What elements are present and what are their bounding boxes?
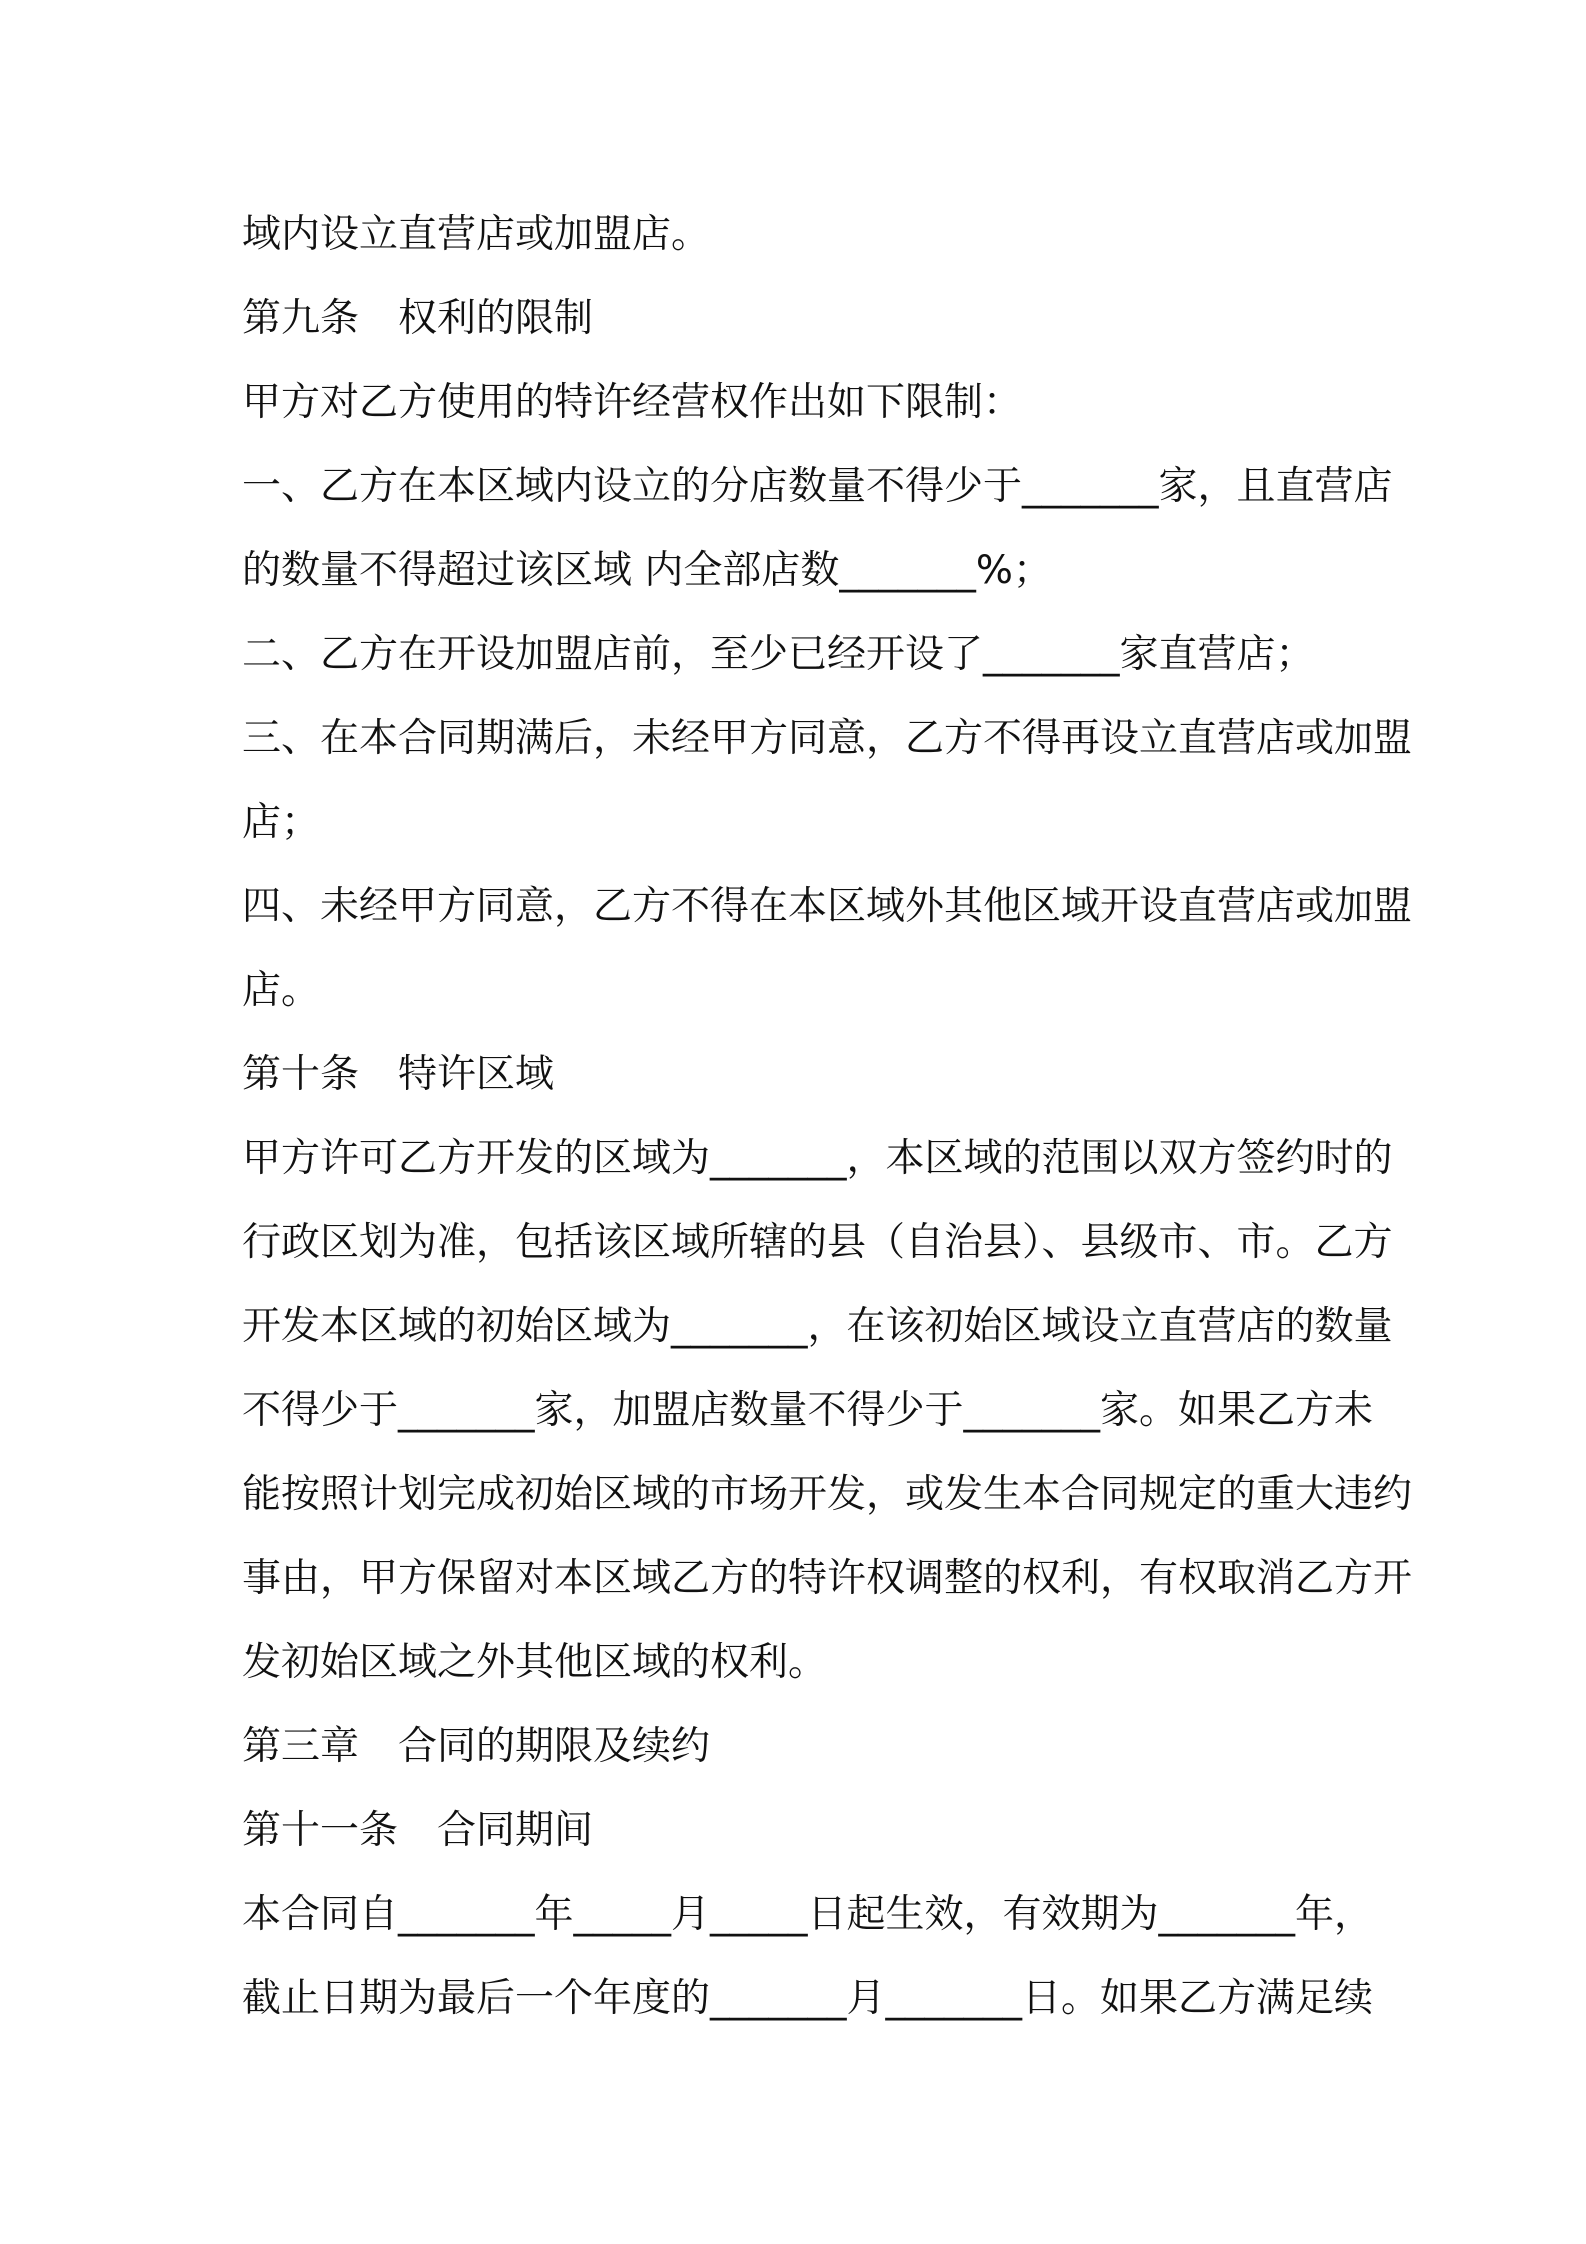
text-line-17: 事由，甲方保留对本区域乙方的特许权调整的权利，有权取消乙方开 [242, 1556, 1413, 1601]
text-line-9: 四、未经甲方同意，乙方不得在本区域外其他区域开设直营店或加盟 [242, 884, 1413, 929]
text-line-22: 截止日期为最后一个年度的_______月_______日。如果乙方满足续 [242, 1976, 1374, 2021]
text-line-14: 开发本区域的初始区域为_______，在该初始区域设立直营店的数量 [242, 1304, 1393, 1349]
contract-text-body [242, 193, 1413, 2041]
text-line-16: 能按照计划完成初始区域的市场开发，或发生本合同规定的重大违约 [242, 1472, 1413, 1517]
text-line-15: 不得少于_______家，加盟店数量不得少于_______家。如果乙方未 [242, 1388, 1374, 1433]
article-11-heading: 第十一条 合同期间 [242, 1808, 594, 1853]
text-line-8: 店； [242, 800, 321, 845]
text-line-5: 的数量不得超过该区域 内全部店数_______%； [242, 548, 1052, 593]
text-line-4: 一、乙方在本区域内设立的分店数量不得少于_______家，且直营店 [242, 464, 1393, 509]
text-line-6: 二、乙方在开设加盟店前，至少已经开设了_______家直营店； [242, 632, 1315, 677]
chapter-3-heading: 第三章 合同的期限及续约 [242, 1724, 711, 1769]
text-line-12: 甲方许可乙方开发的区域为_______，本区域的范围以双方签约时的 [242, 1136, 1393, 1181]
text-line-18: 发初始区域之外其他区域的权利。 [242, 1640, 828, 1685]
text-line-1: 域内设立直营店或加盟店。 [242, 212, 711, 257]
text-line-13: 行政区划为准，包括该区域所辖的县（自治县）、县级市、市。乙方 [242, 1220, 1393, 1265]
text-line-7: 三、在本合同期满后，未经甲方同意，乙方不得再设立直营店或加盟 [242, 716, 1413, 761]
article-10-heading: 第十条 特许区域 [242, 1052, 555, 1097]
text-line-21: 本合同自_______年_____月_____日起生效，有效期为_______年， [242, 1892, 1374, 1937]
text-line-3: 甲方对乙方使用的特许经营权作出如下限制： [242, 380, 1023, 425]
article-9-heading: 第九条 权利的限制 [242, 296, 594, 341]
text-line-10: 店。 [242, 968, 321, 1013]
